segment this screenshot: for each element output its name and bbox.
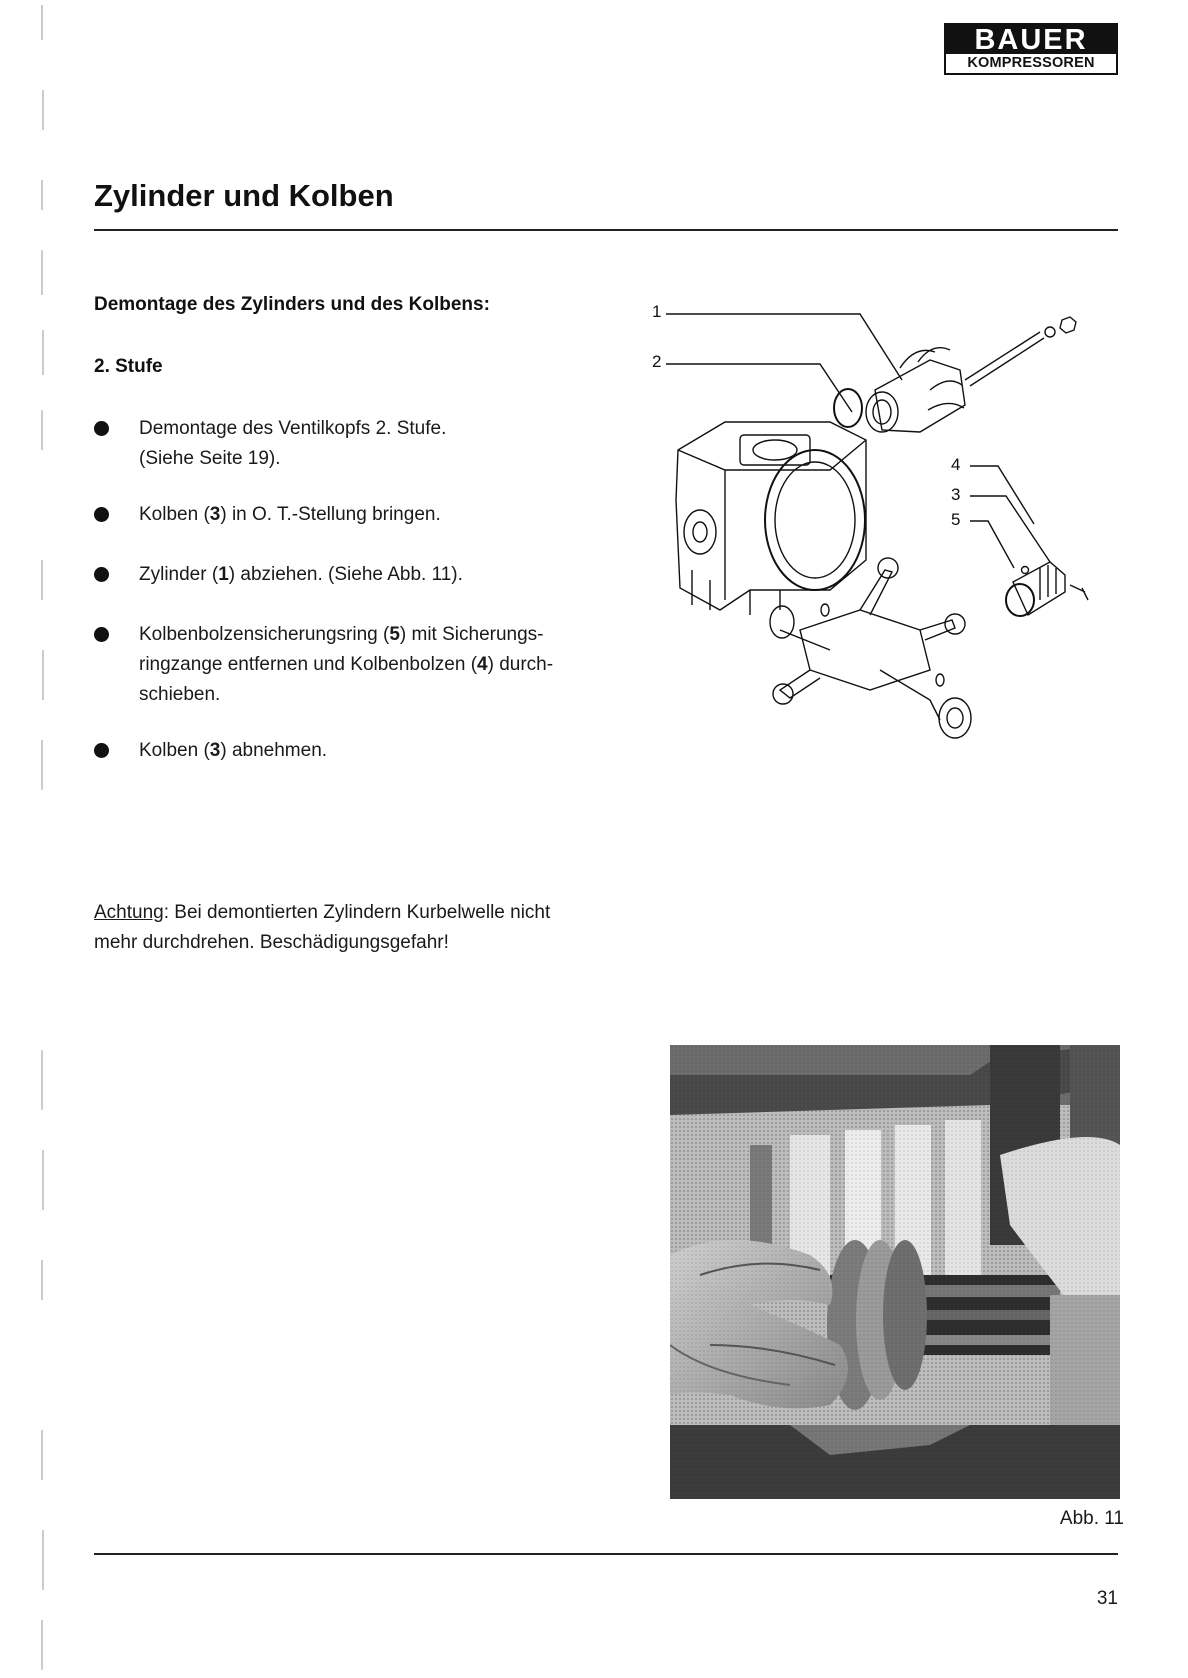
bullet-icon [94,567,109,582]
bullet-icon [94,507,109,522]
step-text-segment: ) durch- schieben. [139,654,554,705]
callout-1: 1 [652,302,662,321]
bauer-logo [944,23,1118,75]
logo-subtitle: KOMPRESSOREN [967,55,1095,71]
part-number-ref: 5 [389,624,400,645]
procedure-step [94,736,614,766]
exploded-view-diagram [630,270,1120,750]
section-heading: Demontage des Zylinders und des Kolbens: [94,294,490,315]
logo-brand: BAUER [946,25,1116,54]
step-text-segment: ) abnehmen. [220,740,328,761]
callout-5: 5 [951,510,961,529]
bullet-icon [94,627,109,642]
page-number: 31 [1096,1588,1118,1609]
procedure-step [94,414,614,474]
bullet-icon [94,743,109,758]
photo-cylinder-removal [670,1045,1120,1499]
warning-label: Achtung [94,902,164,923]
step-text-segment: Zylinder ( [139,564,219,585]
step-text [139,560,614,590]
step-text [139,620,614,710]
step-text [139,414,614,474]
step-text [139,736,614,766]
step-text-segment: Kolben ( [139,504,210,525]
procedure-step [94,560,614,590]
footer-rule [94,1553,1118,1555]
part-number-ref: 4 [477,654,488,675]
part-number-ref: 1 [218,564,229,585]
callout-2: 2 [652,352,662,371]
step-text-segment: ) mit Sicherungs- ringzange entfernen und Kolbenbolzen ( [139,624,544,675]
step-text-segment: ) abziehen. (Siehe Abb. 11). [228,564,463,585]
photo-caption: Abb. 11 [1059,1508,1124,1529]
step-text-segment: Demontage des Ventilkopfs 2. Stufe. (Siehe Seite 19). [139,418,447,469]
step-text-segment: Kolben ( [139,740,210,761]
step-text-segment: Kolbenbolzensicherungsring ( [139,624,390,645]
warning-note [94,898,614,958]
callout-3: 3 [951,485,961,504]
page-title: Zylinder und Kolben [94,178,394,213]
callout-4: 4 [951,455,961,474]
stage-label: 2. Stufe [94,356,163,377]
part-number-ref: 3 [209,504,221,525]
binding-edge-marks [38,0,46,1678]
step-text [139,500,614,530]
title-rule [94,229,1118,231]
warning-text: : Bei demontierten Zylindern Kurbelwelle nicht mehr durchdrehen. Beschädigungsgefahr! [94,902,551,953]
part-number-ref: 3 [209,740,221,761]
bullet-icon [94,421,109,436]
step-text-segment: ) in O. T.-Stellung bringen. [220,504,441,525]
procedure-step [94,620,614,710]
procedure-step [94,500,614,530]
